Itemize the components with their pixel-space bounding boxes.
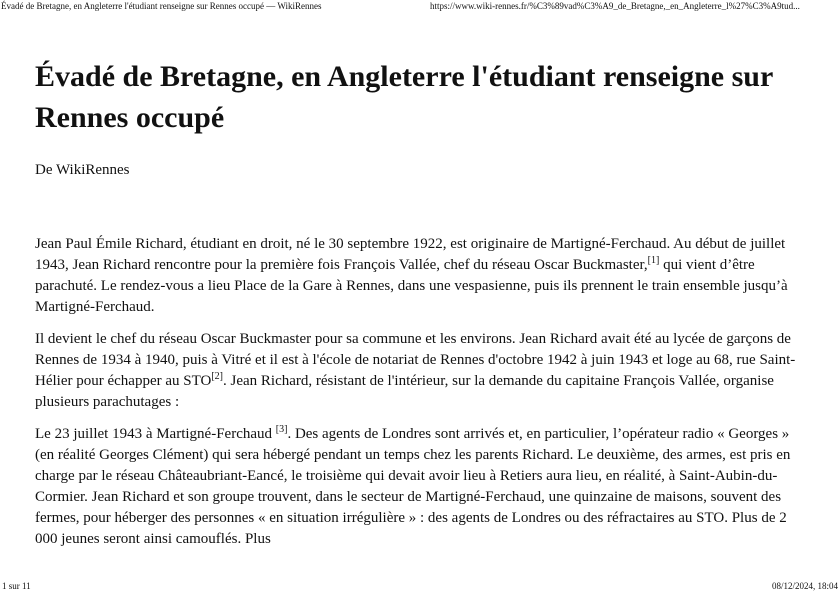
paragraph-text: . Des agents de Londres sont arrivés et, en particulier, l’opérateur radio « Georges » (en réalité Georges Clément) qui sera hébergé pendant un temps chez les parents Richard. Le deuxième, des armes, est pris en charge par le réseau Châteaubriant-Eancé, le troisième qui devait avoir lieu à Retiers aura lieu, en réalité, à Saint-Aubin-du-Cormier. Jean Richard et son groupe trouvent, dans le secteur de Martigné-Ferchaud, une quinzaine de maisons, souvent des fermes, pour héberger des personnes « en situation irrégulière » : des agents de Londres ou des réfractaires au STO. Plus de 2 000 jeunes seront ainsi camouflés. Plus: [35, 426, 791, 547]
paragraph: [35, 424, 805, 550]
paragraph-text: Il devient le chef du réseau Oscar Buckmaster pour sa commune et les environs. Jean Richard avait été au lycée de garçons de Rennes de 1934 à 1940, puis à Vitré et il est à l'école de notariat de Rennes d'octobre 1942 à juin 1943 et loge au 68, rue Saint-Hélier pour échapper au STO: [35, 331, 796, 389]
reference-link[interactable]: [3]: [275, 424, 288, 435]
print-footer: [0, 580, 840, 594]
paragraph: [35, 329, 805, 413]
paragraph: [35, 234, 805, 318]
site-subtitle: De WikiRennes: [35, 162, 130, 178]
article-body: [35, 234, 805, 561]
article-content: [35, 56, 805, 547]
paragraph-text: Jean Paul Émile Richard, étudiant en droit, né le 30 septembre 1922, est originaire de Martigné-Ferchaud. Au début de juillet 1943, Jean Richard rencontre pour la première fois François Vallée, chef du réseau Oscar Buckmaster,: [35, 236, 786, 273]
page-title: Évadé de Bretagne, en Angleterre l'étudiant renseigne sur Rennes occupé: [35, 60, 773, 134]
page-number: 1 sur 11: [2, 581, 31, 591]
print-datetime: 08/12/2024, 18:04: [771, 581, 838, 591]
print-header: [0, 0, 840, 14]
print-header-title: Évadé de Bretagne, en Angleterre l'étudiant renseigne sur Rennes occupé — WikiRennes: [1, 1, 322, 11]
paragraph-text: qui vient d’être parachuté. Le rendez-vous a lieu Place de la Gare à Rennes, dans une vespasienne, puis ils prennent le train ensemble jusqu’à Martigné-Ferchaud.: [35, 257, 788, 315]
paragraph-text: Le 23 juillet 1943 à Martigné-Ferchaud: [35, 426, 276, 442]
paragraph-text: . Jean Richard, résistant de l'intérieur, sur la demande du capitaine François Vallée, organise plusieurs parachutages :: [35, 373, 774, 410]
reference-link[interactable]: [2]: [211, 371, 223, 382]
reference-link[interactable]: [1]: [647, 255, 660, 266]
print-header-url: https://www.wiki-rennes.fr/%C3%89vad%C3%A9_de_Bretagne,_en_Angleterre_l%27%C3%A9tud...: [430, 1, 800, 11]
